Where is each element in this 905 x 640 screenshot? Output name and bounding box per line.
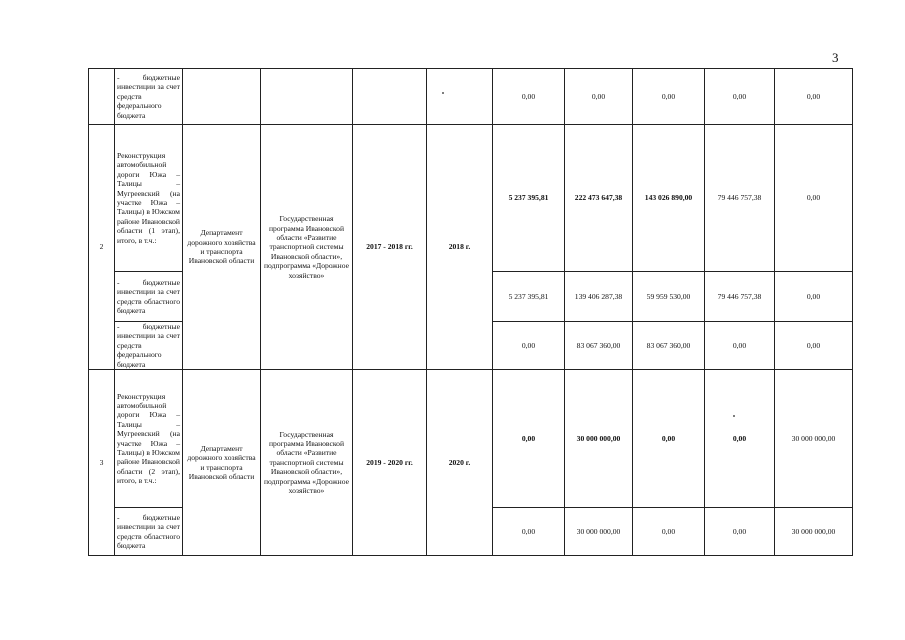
table-row <box>89 125 853 272</box>
program-cell: Государственная программа Ивановской области «Развитие транспортной системы Ивановской области», подпрограмма «Дорожное хозяйство» <box>261 125 353 370</box>
row-name-cell: Реконструкция автомобильной дороги Южа – Талицы – Мугреевский (на участке Южа – Талицы) в Южском районе Ивановской области (2 этап), итого, в т.ч.: <box>115 370 183 508</box>
value-cell: 0,00 <box>705 322 775 370</box>
value-cell: 79 446 757,38 <box>705 272 775 322</box>
value-cell: 59 959 530,00 <box>633 272 705 322</box>
program-cell <box>261 69 353 125</box>
value-cell: 0,00 <box>775 272 853 322</box>
page-number: 3 <box>832 50 839 65</box>
value-cell: 0,00 <box>565 69 633 125</box>
value-cell: 0,00 <box>705 508 775 556</box>
value-cell: 0,00 <box>705 69 775 125</box>
value-cell: 0,00 <box>493 69 565 125</box>
value-cell: 0,00 <box>633 370 705 508</box>
row-name-cell: - бюджетные инвестиции за счет средств областного бюджета <box>115 508 183 556</box>
value-cell: 30 000 000,00 <box>775 370 853 508</box>
value-cell: 0,00 <box>633 69 705 125</box>
department-cell <box>183 69 261 125</box>
row-number-cell: 3 <box>89 370 115 556</box>
value-cell: 0,00 <box>493 508 565 556</box>
value-cell: 83 067 360,00 <box>565 322 633 370</box>
period-cell: 2017 - 2018 гг. <box>353 125 427 370</box>
value-cell: 0,00 <box>775 322 853 370</box>
year-cell <box>427 69 493 125</box>
scan-speck <box>442 92 444 94</box>
year-cell: 2018 г. <box>427 125 493 370</box>
value-cell: 30 000 000,00 <box>565 370 633 508</box>
value-cell: 30 000 000,00 <box>565 508 633 556</box>
period-cell <box>353 69 427 125</box>
value-cell: 222 473 647,38 <box>565 125 633 272</box>
value-cell: 0,00 <box>633 508 705 556</box>
value-cell: 0,00 <box>493 322 565 370</box>
value-cell: 5 237 395,81 <box>493 272 565 322</box>
row-number-cell: 2 <box>89 125 115 370</box>
value-cell: 0,00 <box>775 69 853 125</box>
value-cell: 0,00 <box>493 370 565 508</box>
value-cell: 79 446 757,38 <box>705 125 775 272</box>
table-row <box>89 69 853 125</box>
period-cell: 2019 - 2020 гг. <box>353 370 427 556</box>
value-cell: 0,00 <box>705 370 775 508</box>
value-cell: 5 237 395,81 <box>493 125 565 272</box>
department-cell: Департамент дорожного хозяйства и транспорта Ивановской области <box>183 125 261 370</box>
scan-speck <box>733 415 735 417</box>
department-cell: Департамент дорожного хозяйства и транспорта Ивановской области <box>183 370 261 556</box>
row-name-cell: - бюджетные инвестиции за счет средств федерального бюджета <box>115 322 183 370</box>
row-name-cell: - бюджетные инвестиции за счет средств областного бюджета <box>115 272 183 322</box>
value-cell: 143 026 890,00 <box>633 125 705 272</box>
year-cell: 2020 г. <box>427 370 493 556</box>
value-cell: 83 067 360,00 <box>633 322 705 370</box>
value-cell: 30 000 000,00 <box>775 508 853 556</box>
budget-table <box>88 68 853 556</box>
row-number-cell <box>89 69 115 125</box>
value-cell: 0,00 <box>775 125 853 272</box>
value-cell: 139 406 287,38 <box>565 272 633 322</box>
row-name-cell: Реконструкция автомобильной дороги Южа – Талицы – Мугреевский (на участке Южа – Талицы) в Южском районе Ивановской области (1 этап), итого, в т.ч.: <box>115 125 183 272</box>
table-row <box>89 370 853 508</box>
program-cell: Государственная программа Ивановской области «Развитие транспортной системы Ивановской области», подпрограмма «Дорожное хозяйство» <box>261 370 353 556</box>
row-name-cell: - бюджетные инвестиции за счет средств федерального бюджета <box>115 69 183 125</box>
